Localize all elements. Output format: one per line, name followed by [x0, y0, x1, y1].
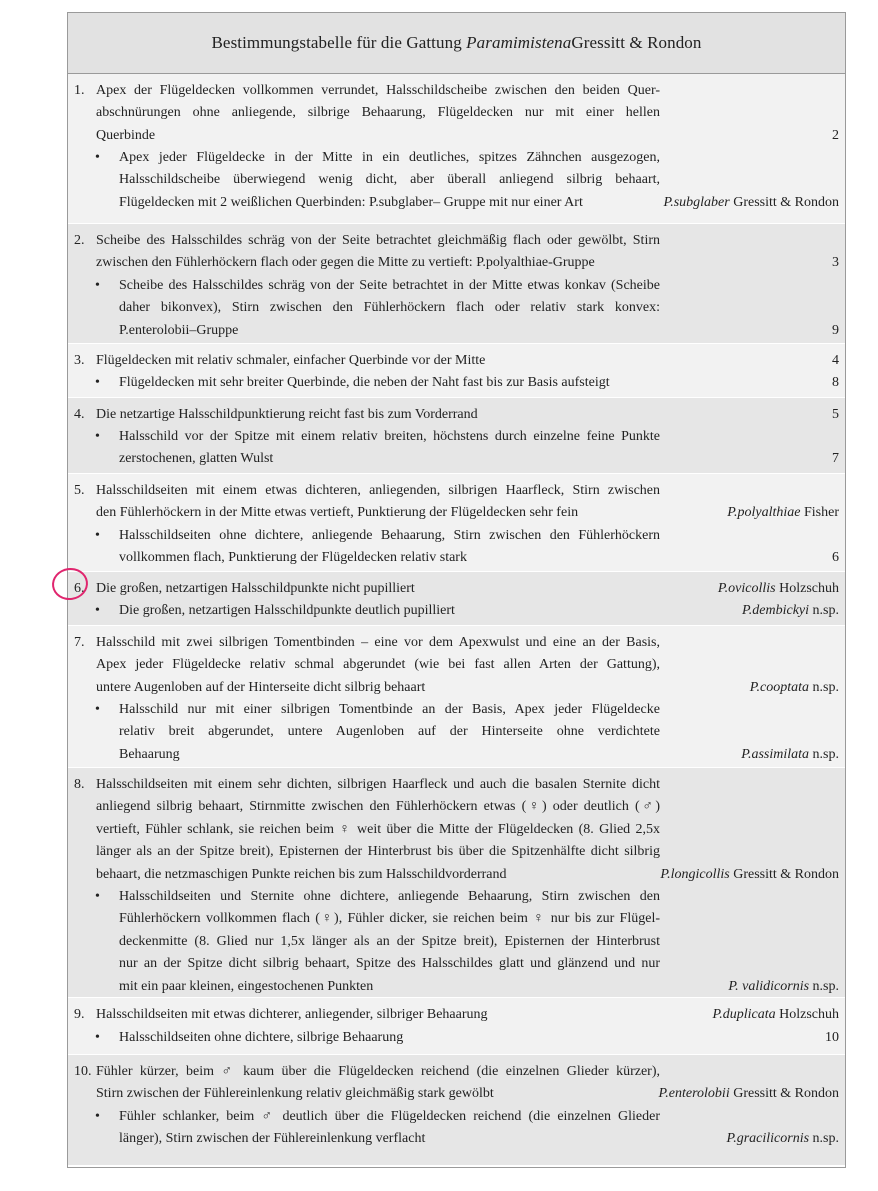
line-text: Scheibe des Halsschildes schräg von der Seite betrachtet in der Mitte etwas konkav (Scheibe [119, 278, 660, 293]
alternative [68, 600, 845, 622]
text-line [96, 1004, 660, 1026]
line-text: Fühlerhöckern vollkommen flach (♀), Fühler dicker, sie reichen beim ♀ nur bis zur Flügel- [119, 911, 660, 927]
text-line [96, 80, 660, 102]
alternative-text [119, 600, 660, 622]
text-line [119, 1128, 660, 1150]
title-genus: Paramimistena [466, 33, 572, 52]
line-text: Halsschildseiten mit etwas dichterer, anliegender, silbriger Behaarung [96, 1007, 488, 1022]
alternative-text [119, 372, 660, 394]
lead-statement [68, 350, 845, 372]
lead-statement [68, 1004, 845, 1026]
line-text: zerstochenen, glatten Wulst [119, 451, 274, 467]
result [825, 1027, 839, 1049]
couplet-number: 7. [74, 635, 85, 650]
species-name: P.duplicata [712, 1007, 776, 1022]
lead-statement [68, 774, 845, 886]
text-line [119, 426, 660, 448]
text-line [96, 819, 660, 841]
alternative-text [119, 147, 660, 214]
couplet-row-9 [68, 998, 845, 1055]
text-line [119, 372, 660, 394]
species-name: P.enterolobii [658, 1086, 730, 1102]
line-text: Halsschild mit zwei silbrigen Tomentbinden – eine vor dem Apexwulst und eine an der Basis, [96, 635, 660, 650]
text-line [96, 774, 660, 796]
line-text: Die netzartige Halsschildpunktierung reicht fast bis zum Vorderrand [96, 407, 478, 422]
text-line [96, 125, 660, 147]
alternative [68, 426, 845, 471]
line-text: deckenmitte (8. Glied nur 1,5x länger als an der Spitze breit), Episternen der Hinterbrust [119, 933, 660, 949]
line-text: Halsschildseiten ohne dichtere, silbrige Behaarung [119, 1030, 404, 1045]
bullet-icon: • [95, 702, 100, 717]
text-line [96, 350, 660, 372]
result-author: Holzschuh [775, 581, 839, 596]
couplet-number: 1. [74, 83, 85, 98]
text-line [119, 448, 660, 470]
line-text: Halsschildseiten und Sternite ohne dichtere, anliegende Behaarung, Stirn zwischen den [119, 889, 660, 904]
text-line [96, 578, 660, 600]
text-line [119, 275, 660, 297]
text-line [119, 886, 660, 908]
result [832, 252, 839, 274]
text-line [96, 480, 660, 502]
line-text: Halsschildscheibe überwiegend wenig dicht, aber überall anliegend silbrig behaart, [119, 172, 660, 188]
result [727, 502, 839, 524]
line-text: Apex jeder Flügeldecke in der Mitte in ein deutliches, spitzes Zähnchen ausgezogen, [119, 150, 660, 165]
couplet-number: 10. [74, 1064, 92, 1079]
text-line [96, 252, 660, 274]
text-line [96, 632, 660, 654]
alternative [68, 147, 845, 214]
couplet-number: 4. [74, 407, 85, 422]
result [663, 192, 839, 214]
text-line [96, 102, 660, 124]
text-line [96, 864, 660, 886]
title-suffix: Gressitt & Rondon [571, 33, 702, 52]
line-text: vollkommen flach, Punktierung der Flügeldecken relativ stark [119, 550, 467, 566]
text-line [96, 1061, 660, 1083]
result-author: 6 [832, 550, 839, 566]
result [726, 1128, 839, 1150]
alternative [68, 1027, 845, 1049]
couplet-row-1 [68, 74, 845, 224]
result-author: n.sp. [809, 746, 839, 762]
alternative [68, 1106, 845, 1151]
couplet-row-2 [68, 224, 845, 344]
title-prefix: Bestimmungstabelle für die Gattung [211, 33, 462, 52]
line-text: daher bikonvex), Stirn zwischen den Fühlerhöckern flach oder relativ stark konvex: [119, 300, 660, 316]
couplet-number: 8. [74, 777, 85, 792]
text-line [119, 699, 660, 721]
bullet-icon: • [95, 375, 100, 390]
bullet-icon: • [95, 1109, 100, 1124]
alternative-text [119, 275, 660, 342]
lead-text [96, 1061, 660, 1106]
line-text: Halsschildseiten ohne dichtere, anliegende Behaarung, Stirn zwischen den Fühlerhöckern [119, 528, 660, 543]
lead-text [96, 480, 660, 525]
species-name: P.gracilicornis [726, 1131, 810, 1147]
text-line [119, 320, 660, 342]
result-author: 4 [832, 353, 839, 368]
text-line [96, 654, 660, 676]
result-author: Holzschuh [775, 1007, 839, 1022]
species-name: P.subglaber [663, 194, 730, 210]
text-line [119, 169, 660, 191]
result-author: 10 [825, 1030, 839, 1045]
lead-statement [68, 230, 845, 275]
result [660, 864, 839, 886]
result [832, 350, 839, 372]
line-text: Stirn zwischen der Fühlereinlenkung relativ gleichmäßig stark gewölbt [96, 1086, 494, 1102]
text-line [119, 192, 660, 214]
line-text: Flügeldecken mit relativ schmaler, einfacher Querbinde vor der Mitte [96, 353, 486, 368]
text-line [119, 976, 660, 998]
text-line [119, 525, 660, 547]
text-line [96, 502, 660, 524]
text-line [119, 953, 660, 975]
bullet-icon: • [95, 429, 100, 444]
alternative [68, 525, 845, 570]
species-name: P.polyalthiae [727, 505, 801, 521]
text-line [119, 908, 660, 930]
result-author: n.sp. [809, 1131, 839, 1147]
line-text: zwischen den Fühlerhöckern flach oder gegen die Mitte zu vertieft: P.polyalthiae-Gruppe [96, 255, 595, 271]
line-text: Apex der Flügeldecken vollkommen verrundet, Halsschildscheibe zwischen den beiden Quer- [96, 83, 660, 98]
line-text: behaart, die netzmaschigen Punkte reichen bis zum Halsschildvorderrand [96, 866, 507, 882]
result-author: n.sp. [809, 978, 839, 994]
line-text: Behaarung [119, 746, 180, 762]
result [832, 547, 839, 569]
couplet-row-10 [68, 1055, 845, 1166]
line-text: den Fühlerhöckern in der Mitte etwas vertieft, Punktierung der Flügeldecken sehr fein [96, 505, 579, 521]
couplet-number: 3. [74, 353, 85, 368]
text-line [119, 600, 660, 622]
line-text: Apex jeder Flügeldecke relativ schmal abgerundet (wie bei fast allen Arten der Gattung), [96, 657, 660, 673]
lead-text [96, 1004, 660, 1026]
text-line [119, 1027, 660, 1049]
species-name: P.assimilata [741, 746, 810, 762]
text-line [119, 147, 660, 169]
result-author: Gressitt & Rondon [729, 194, 839, 210]
bullet-icon: • [95, 1030, 100, 1045]
line-text: Die großen, netzartigen Halsschildpunkte nicht pupilliert [96, 581, 415, 596]
lead-statement [68, 578, 845, 600]
species-name: P.cooptata [749, 679, 810, 695]
line-text: Querbinde [96, 127, 156, 143]
line-text: Halsschild nur mit einer silbrigen Tomentbinde an der Basis, Apex jeder Flügeldecke [119, 702, 660, 717]
alternative [68, 275, 845, 342]
alternative [68, 886, 845, 998]
line-text: Fühler schlanker, beim ♂ deutlich über die Flügeldecken reichend (die einzelnen Glieder [119, 1109, 660, 1124]
line-text: Halsschildseiten mit einem sehr dichten, silbrigen Haarfleck und auch die basalen Sternite dicht [96, 777, 660, 792]
line-text: länger), Stirn zwischen der Fühlereinlenkung verflacht [119, 1131, 426, 1147]
couplet-row-4 [68, 398, 845, 474]
result-author: 3 [832, 255, 839, 271]
lead-statement [68, 632, 845, 699]
species-name: P.longicollis [660, 866, 730, 882]
line-text: Flügeldecken mit sehr breiter Querbinde, die neben der Naht fast bis zur Basis aufsteigt [119, 375, 610, 390]
result [832, 125, 839, 147]
lead-text [96, 230, 660, 275]
bullet-icon: • [95, 278, 100, 293]
text-line [119, 1106, 660, 1128]
result [742, 600, 839, 622]
result-author: 5 [832, 407, 839, 422]
couplet-row-8 [68, 768, 845, 998]
result [832, 372, 839, 394]
line-text: P.enterolobii–Gruppe [119, 322, 239, 338]
couplet-row-7 [68, 626, 845, 768]
line-text: Die großen, netzartigen Halsschildpunkte deutlich pupilliert [119, 603, 455, 618]
text-line [119, 744, 660, 766]
result-author: 9 [832, 322, 839, 338]
line-text: relativ breit abgerundet, untere Augenloben auf der Hinterseite ohne verdichtete [119, 724, 660, 740]
couplet-number: 2. [74, 233, 85, 248]
alternative-text [119, 1106, 660, 1151]
bullet-icon: • [95, 528, 100, 543]
identification-key-table [67, 12, 846, 1168]
line-text: untere Augenloben auf der Hinterseite dicht silbrig behaart [96, 679, 426, 695]
couplet-row-5 [68, 474, 845, 572]
couplet-list [68, 74, 845, 1166]
bullet-icon: • [95, 603, 100, 618]
result-author: 2 [832, 127, 839, 143]
couplet-row-6 [68, 572, 845, 626]
line-text: anliegend silbrig behaart, Stirnmitte zwischen den Fühlerhöckern etwas (♀) oder deutlich (♂) [96, 799, 660, 815]
result-author: Gressitt & Rondon [729, 866, 839, 882]
result-author: Fisher [800, 505, 839, 521]
line-text: abschnürungen ohne anliegende, silbrige Behaarung, Flügeldecken nur mit einer hellen [96, 105, 660, 121]
text-line [96, 841, 660, 863]
text-line [96, 1083, 660, 1105]
alternative-text [119, 426, 660, 471]
lead-text [96, 632, 660, 699]
couplet-number: 6. [74, 581, 85, 596]
result [832, 448, 839, 470]
result-author: Gressitt & Rondon [729, 1086, 839, 1102]
species-name: P. validicornis [728, 978, 810, 994]
line-text: Halsschild vor der Spitze mit einem relativ breiten, höchstens durch einzelne feine Punkte [119, 429, 660, 444]
species-name: P.dembickyi [742, 603, 810, 618]
alternative-text [119, 699, 660, 766]
line-text: vertieft, Fühler schlank, sie reichen beim ♀ weit über die Mitte der Flügeldecken (8. Glied 2,5x [96, 821, 660, 837]
line-text: mit ein paar kleinen, eingestochenen Punkten [119, 978, 374, 994]
table-title [68, 13, 845, 74]
result [718, 578, 839, 600]
line-text: Scheibe des Halsschildes schräg von der Seite betrachtet gleichmäßig flach oder gewölbt, Stirn [96, 233, 660, 248]
text-line [96, 404, 660, 426]
result-author: 8 [832, 375, 839, 390]
alternative [68, 372, 845, 394]
text-line [96, 230, 660, 252]
lead-statement [68, 1061, 845, 1106]
result [741, 744, 839, 766]
result [728, 976, 839, 998]
couplet-number: 5. [74, 483, 85, 498]
lead-text [96, 350, 660, 372]
lead-text [96, 80, 660, 147]
couplet-row-3 [68, 344, 845, 398]
text-line [119, 547, 660, 569]
couplet-number: 9. [74, 1007, 85, 1022]
line-text: Fühler kürzer, beim ♂ kaum über die Flügeldecken reichend (die einzelnen Glieder kürzer), [96, 1064, 660, 1079]
lead-text [96, 578, 660, 600]
result [832, 320, 839, 342]
species-name: P.ovicollis [717, 581, 776, 596]
alternative-text [119, 1027, 660, 1049]
lead-statement [68, 80, 845, 147]
text-line [96, 677, 660, 699]
result [712, 1004, 839, 1026]
line-text: Flügeldecken mit 2 weißlichen Querbinden: P.subglaber– Gruppe mit nur einer Art [119, 194, 583, 210]
lead-text [96, 404, 660, 426]
line-text: länger als an der Spitze breit), Episternen der Hinterbrust bis über die Spitzenhälfte dicht silbrig [96, 844, 660, 860]
text-line [119, 297, 660, 319]
text-line [119, 721, 660, 743]
alternative-text [119, 886, 660, 998]
bullet-icon: • [95, 150, 100, 165]
result [750, 677, 839, 699]
text-line [119, 931, 660, 953]
lead-statement [68, 404, 845, 426]
lead-text [96, 774, 660, 886]
lead-statement [68, 480, 845, 525]
result-author: n.sp. [809, 603, 839, 618]
text-line [96, 796, 660, 818]
line-text: Halsschildseiten mit einem etwas dichteren, anliegenden, silbrigen Haarfleck, Stirn zwischen [96, 483, 660, 498]
result [832, 404, 839, 426]
alternative-text [119, 525, 660, 570]
bullet-icon: • [95, 889, 100, 904]
result-author: n.sp. [809, 679, 839, 695]
result [659, 1083, 839, 1105]
result-author: 7 [832, 451, 839, 467]
line-text: nur an der Spitze dicht silbrig behaart, Spitze des Halsschildes glatt und glänzend und nur [119, 956, 660, 972]
alternative [68, 699, 845, 766]
